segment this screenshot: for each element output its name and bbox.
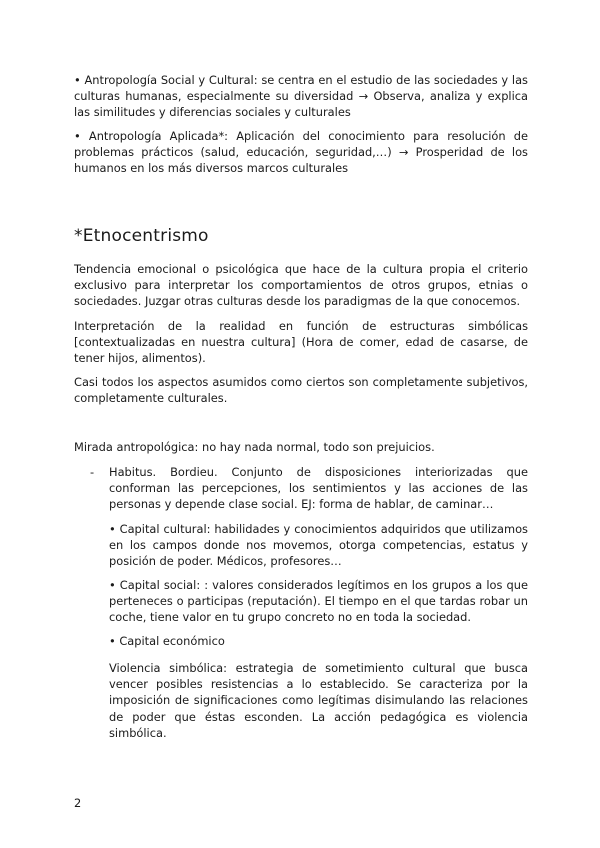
paragraph-interpretacion: Interpretación de la realidad en función de estructuras simbólicas [contextualizadas en nuestra cultura] (Hora de comer, edad de casarse, de tener hijos, alimentos). bbox=[74, 319, 528, 366]
bullet-antropologia-aplicada: • Antropología Aplicada*: Aplicación del conocimiento para resolución de problemas prácticos (salud, educación, seguridad,…) → Prosperidad de los humanos en los más diversos marcos culturales bbox=[74, 129, 528, 176]
list-dash: - bbox=[90, 465, 95, 479]
section-heading: *Etnocentrismo bbox=[74, 226, 209, 246]
bullet-antropologia-social: • Antropología Social y Cultural: se centra en el estudio de las sociedades y las culturas humanas, especialmente su diversidad → Observa, analiza y explica las similitudes y diferencias sociales y culturales bbox=[74, 73, 528, 120]
paragraph-subjetivos: Casi todos los aspectos asumidos como ciertos son completamente subjetivos, completamente culturales. bbox=[74, 375, 528, 406]
capital-cultural: • Capital cultural: habilidades y conocimientos adquiridos que utilizamos en los campos donde nos movemos, otorga competencias, estatus y posición de poder. Médicos, profesores… bbox=[109, 522, 528, 569]
capital-social: • Capital social: : valores considerados legítimos en los grupos a los que perteneces o participas (reputación). El tiempo en el que tardas robar un coche, tiene valor en tu grupo concreto no en toda la sociedad. bbox=[109, 578, 528, 625]
paragraph-violencia: Violencia simbólica: estrategia de sometimiento cultural que busca vencer posibles resistencias a lo establecido. Se caracteriza por la imposición de significaciones como legítimas disimulando las relaciones de poder que éstas esconden. La acción pedagógica es violencia simbólica. bbox=[109, 661, 528, 740]
paragraph-mirada: Mirada antropológica: no hay nada normal, todo son prejuicios. bbox=[74, 440, 435, 454]
capital-economico: • Capital económico bbox=[109, 634, 225, 648]
paragraph-definicion: Tendencia emocional o psicológica que hace de la cultura propia el criterio exclusivo para interpretar los comportamientos de otros grupos, etnias o sociedades. Juzgar otras culturas desde los paradigmas de la que conocemos. bbox=[74, 262, 528, 309]
paragraph-habitus: Habitus. Bordieu. Conjunto de disposiciones interiorizadas que conforman las percepciones, los sentimientos y las acciones de las personas y depende clase social. EJ: forma de hablar, de caminar… bbox=[109, 465, 528, 512]
page-number: 2 bbox=[74, 796, 82, 810]
